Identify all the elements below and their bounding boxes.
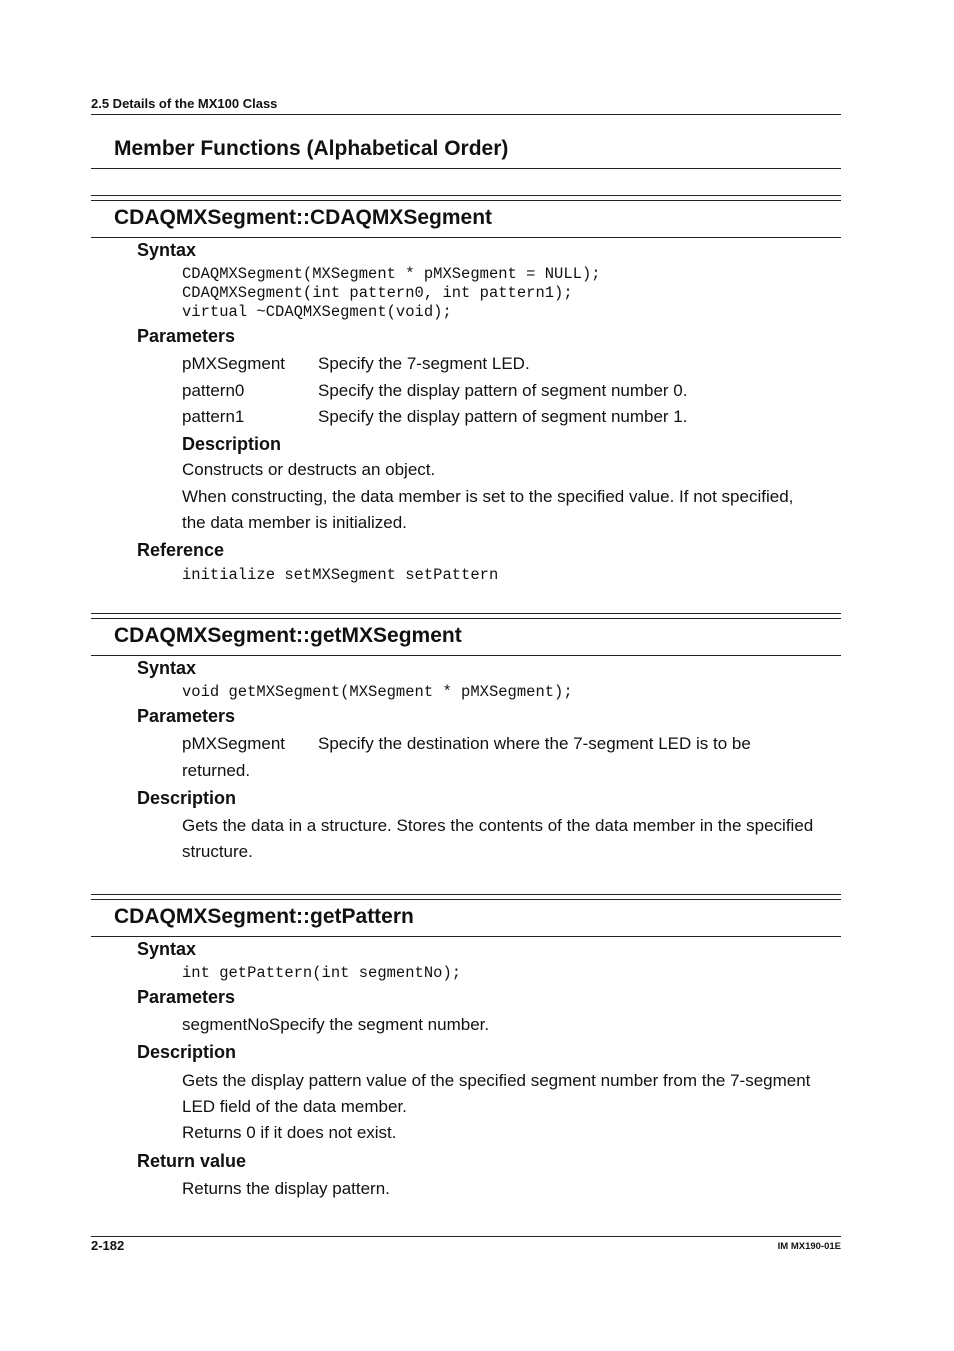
description-heading: Description (182, 434, 282, 454)
page-number: 2-182 (91, 1238, 125, 1253)
description-heading: Description (137, 1042, 237, 1062)
description-text: structure. (182, 842, 253, 861)
syntax-heading: Syntax (137, 658, 197, 678)
section-rule-top (91, 894, 841, 895)
section-rule-bottom (91, 655, 841, 656)
syntax-line: CDAQMXSegment(MXSegment * pMXSegment = NULL); (182, 265, 601, 283)
parameter-name: pMXSegment (182, 734, 285, 753)
section-rule-top (91, 613, 841, 614)
description-text: Gets the data in a structure. Stores the contents of the data member in the specified (182, 816, 814, 835)
syntax-line: CDAQMXSegment(int pattern0, int pattern1); (182, 284, 573, 302)
parameters-heading: Parameters (137, 326, 236, 346)
document-id: IM MX190-01E (777, 1241, 841, 1252)
running-head: 2.5 Details of the MX100 Class (91, 96, 278, 111)
section-rule-top (91, 899, 841, 900)
description-text: LED field of the data member. (182, 1097, 407, 1116)
description-text: Gets the display pattern value of the specified segment number from the 7-segment (182, 1071, 811, 1090)
section-rule-top (91, 195, 841, 196)
page-title: Member Functions (Alphabetical Order) (114, 137, 509, 160)
description-text: When constructing, the data member is set to the specified value. If not specified, (182, 487, 794, 506)
description-text: Returns 0 if it does not exist. (182, 1123, 397, 1142)
description-text: Constructs or destructs an object. (182, 460, 436, 479)
reference-heading: Reference (137, 540, 225, 560)
return-value-heading: Return value (137, 1151, 247, 1171)
syntax-line: void getMXSegment(MXSegment * pMXSegment); (182, 683, 573, 701)
title-rule (91, 168, 841, 169)
section-rule-bottom (91, 237, 841, 238)
section-title: CDAQMXSegment::CDAQMXSegment (114, 206, 493, 229)
syntax-heading: Syntax (137, 240, 197, 260)
section-rule-top (91, 200, 841, 201)
section-rule-top (91, 618, 841, 619)
parameter-description: Specify the display pattern of segment number 0. (318, 381, 688, 400)
syntax-heading: Syntax (137, 939, 197, 959)
description-heading: Description (137, 788, 237, 808)
parameter-name: pMXSegment (182, 354, 285, 373)
parameter-line: segmentNoSpecify the segment number. (182, 1015, 490, 1034)
parameter-name: pattern1 (182, 407, 245, 426)
parameter-description: Specify the 7-segment LED. (318, 354, 530, 373)
parameters-heading: Parameters (137, 706, 236, 726)
section-rule-bottom (91, 936, 841, 937)
return-value-text: Returns the display pattern. (182, 1179, 390, 1198)
parameter-name: pattern0 (182, 381, 245, 400)
parameters-heading: Parameters (137, 987, 236, 1007)
parameter-description-cont: returned. (182, 761, 251, 780)
section-title: CDAQMXSegment::getMXSegment (114, 624, 462, 647)
reference-text: initialize setMXSegment setPattern (182, 566, 499, 584)
syntax-line: virtual ~CDAQMXSegment(void); (182, 303, 452, 321)
header-rule (91, 114, 841, 115)
syntax-line: int getPattern(int segmentNo); (182, 964, 462, 982)
parameter-description: Specify the display pattern of segment number 1. (318, 407, 688, 426)
description-text: the data member is initialized. (182, 513, 407, 532)
parameter-description: Specify the destination where the 7-segment LED is to be (318, 734, 751, 753)
footer-rule (91, 1236, 841, 1237)
section-title: CDAQMXSegment::getPattern (114, 905, 414, 928)
